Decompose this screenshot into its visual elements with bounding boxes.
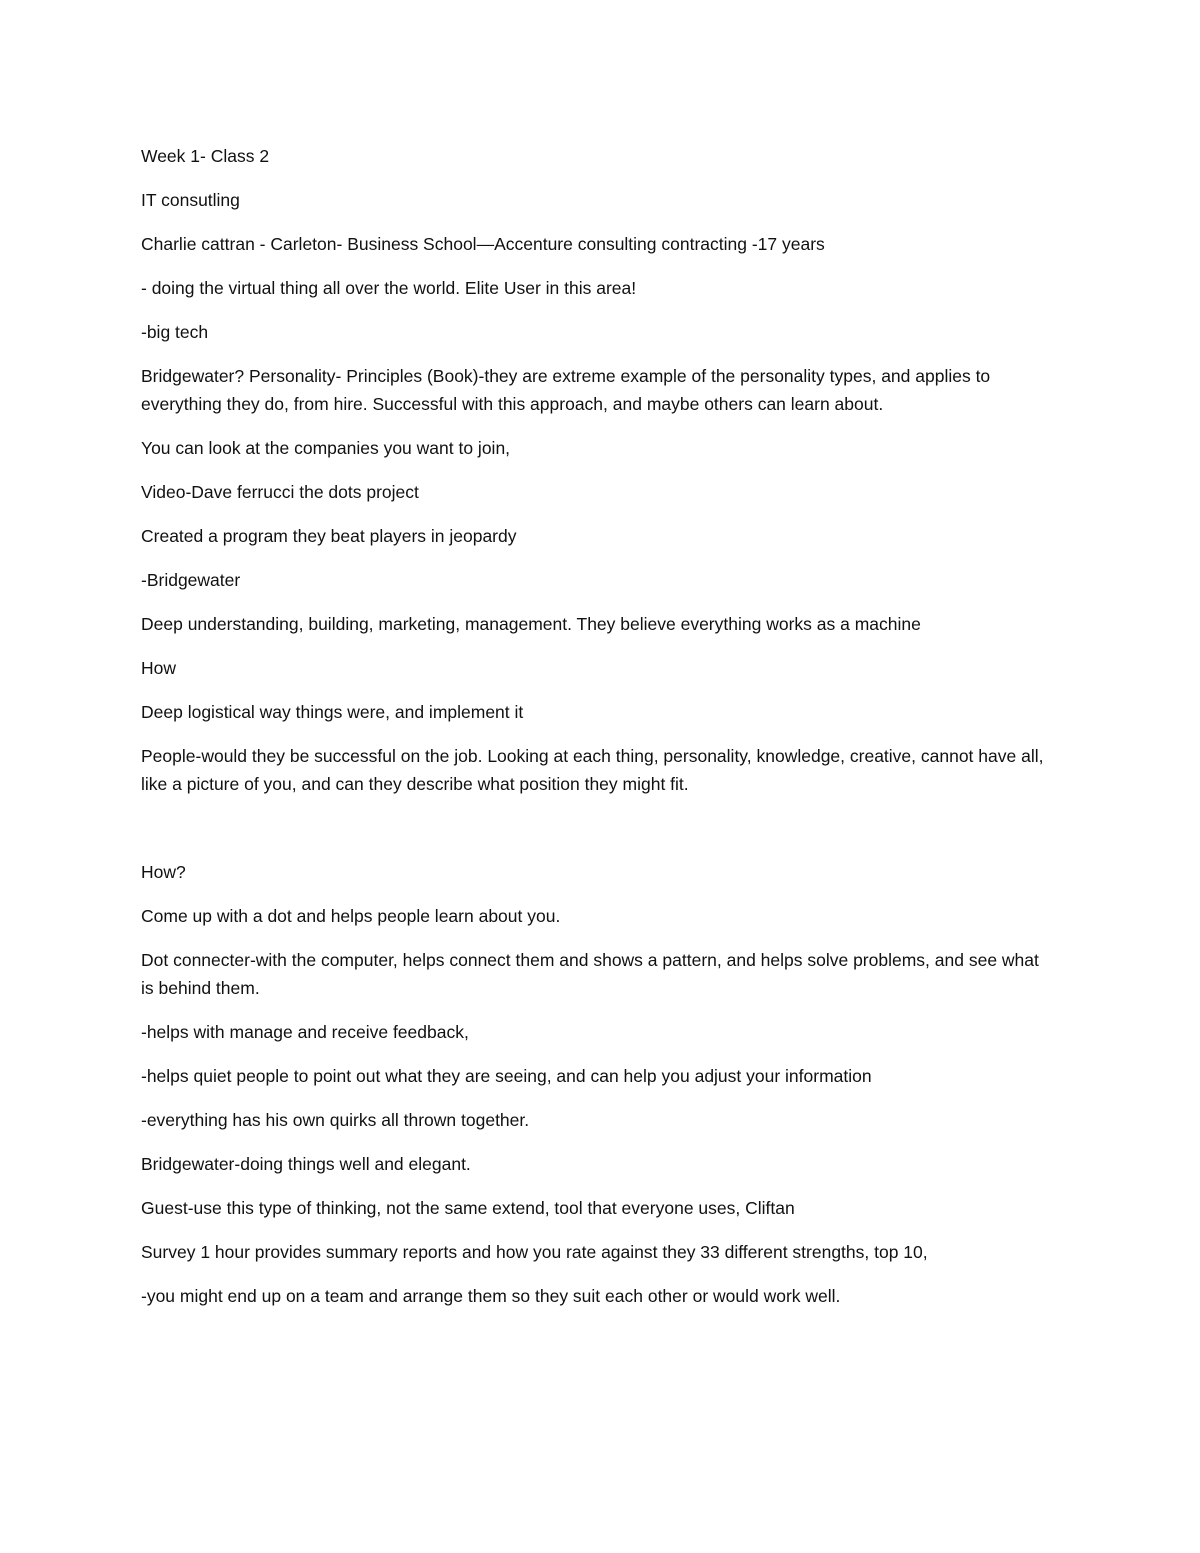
paragraph-bridgewater-elegant: Bridgewater-doing things well and elegant. — [141, 1154, 471, 1174]
paragraph-people: People-would they be successful on the job. Looking at each thing, personality, knowledge, creative, cannot have all, like a picture of you, and can they describe what position they might fit. — [141, 746, 1044, 794]
paragraph-video: Video-Dave ferrucci the dots project — [141, 482, 419, 502]
paragraph-quiet-people: -helps quiet people to point out what they are seeing, and can help you adjust your information — [141, 1066, 872, 1086]
paragraph-speaker: Charlie cattran - Carleton- Business School—Accenture consulting contracting -17 years — [141, 234, 825, 254]
paragraph-how: How — [141, 658, 177, 678]
paragraph-bridgewater: -Bridgewater — [141, 570, 241, 590]
paragraph-deep-understanding: Deep understanding, building, marketing, management. They believe everything works as a machine — [141, 614, 921, 634]
paragraph-survey: Survey 1 hour provides summary reports and how you rate against they 33 different strengths, top 10, — [141, 1242, 928, 1262]
paragraph-week-heading: Week 1- Class 2 — [141, 146, 270, 166]
paragraph-topic: IT consutling — [141, 190, 240, 210]
blank-line — [141, 814, 1046, 858]
paragraph-quirks: -everything has his own quirks all thrown together. — [141, 1110, 530, 1130]
paragraph-companies: You can look at the companies you want to join, — [141, 438, 511, 458]
paragraph-virtual: - doing the virtual thing all over the world. Elite User in this area! — [141, 278, 637, 298]
paragraph-jeopardy: Created a program they beat players in jeopardy — [141, 526, 517, 546]
paragraph-guest: Guest-use this type of thinking, not the same extend, tool that everyone uses, Cliftan — [141, 1198, 795, 1218]
paragraph-team: -you might end up on a team and arrange them so they suit each other or would work well. — [141, 1286, 841, 1306]
paragraph-come-up-dot: Come up with a dot and helps people learn about you. — [141, 906, 561, 926]
paragraph-deep-logistical: Deep logistical way things were, and implement it — [141, 702, 524, 722]
paragraph-feedback: -helps with manage and receive feedback, — [141, 1022, 469, 1042]
paragraph-how-question: How? — [141, 862, 186, 882]
document-body — [141, 142, 1046, 1326]
paragraph-big-tech: -big tech — [141, 322, 209, 342]
paragraph-dot-connecter: Dot connecter-with the computer, helps connect them and shows a pattern, and helps solve problems, and see what is behind them. — [141, 950, 1039, 998]
paragraph-bridgewater-personality: Bridgewater? Personality- Principles (Book)-they are extreme example of the personality types, and applies to everything they do, from hire. Successful with this approach, and maybe others can learn about. — [141, 366, 991, 414]
